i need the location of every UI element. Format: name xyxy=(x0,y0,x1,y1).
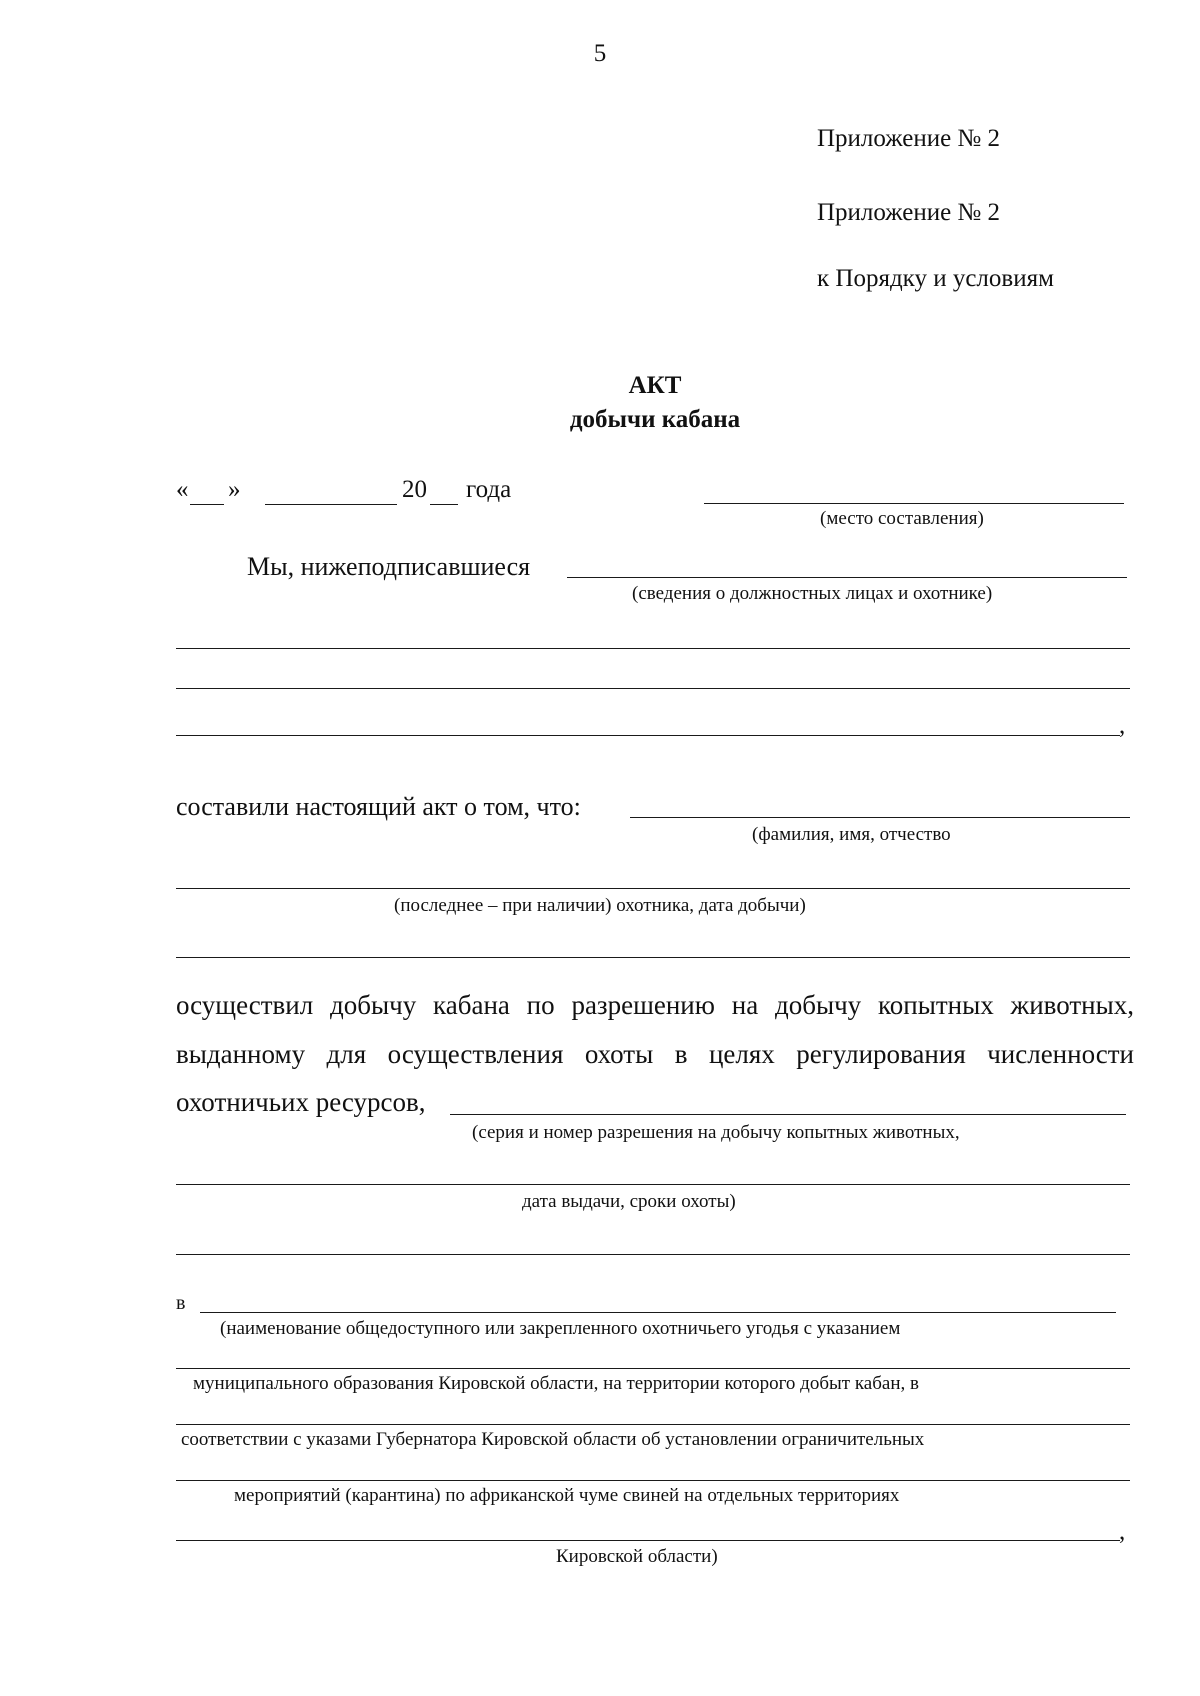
act-subtitle: добычи кабана xyxy=(569,406,741,433)
permit-line-2 xyxy=(176,1254,1130,1255)
permit-caption-1: (серия и номер разрешения на добычу копытных животных, xyxy=(472,1122,960,1143)
location-line-4 xyxy=(176,1540,1120,1541)
paragraph-line-3: охотничьих ресурсов, xyxy=(176,1087,426,1117)
year-suffix: года xyxy=(466,476,512,503)
paragraph-line-1: осуществил добычу кабана по разрешению на добычу копытных животных, xyxy=(176,990,1134,1020)
appendix-line-1: Приложение № 2 xyxy=(817,125,1001,152)
location-line-3 xyxy=(176,1480,1130,1481)
location-caption-4: мероприятий (карантина) по африканской чуме свиней на отдельных территориях xyxy=(234,1485,900,1506)
act-statement-caption-1: (фамилия, имя, отчество xyxy=(752,824,951,845)
signatories-line-1 xyxy=(176,648,1130,649)
location-comma: , xyxy=(1119,1518,1126,1545)
signatories-line-3 xyxy=(176,735,1120,736)
year-prefix: 20 xyxy=(402,476,427,503)
hunter-line-1 xyxy=(176,888,1130,889)
permit-caption-2: дата выдачи, сроки охоты) xyxy=(522,1191,736,1212)
location-caption-5: Кировской области) xyxy=(556,1546,718,1567)
signatories-line-2 xyxy=(176,688,1130,689)
signatories-caption: (сведения о должностных лицах и охотнике) xyxy=(632,583,993,604)
permit-line-1 xyxy=(176,1184,1130,1185)
place-caption: (место составления) xyxy=(820,508,984,529)
signatories-blank xyxy=(567,577,1127,578)
month-blank xyxy=(265,504,397,505)
date-open-quote: « xyxy=(176,476,189,503)
act-statement-blank xyxy=(630,817,1130,818)
act-statement-caption-2: (последнее – при наличии) охотника, дата добычи) xyxy=(394,895,806,916)
appendix-line-2: Приложение № 2 xyxy=(817,199,1001,226)
location-caption-2: муниципального образования Кировской области, на территории которого добыт кабан, в xyxy=(193,1373,919,1394)
location-line-1 xyxy=(176,1368,1130,1369)
day-blank xyxy=(190,504,224,505)
location-caption-3: соответствии с указами Губернатора Кировской области об установлении ограничительных xyxy=(181,1429,925,1450)
location-caption-1: (наименование общедоступного или закрепленного охотничьего угодья с указанием xyxy=(220,1318,901,1339)
paragraph-line-2: выданному для осуществления охоты в целях регулирования численности xyxy=(176,1039,1134,1069)
act-statement-label: составили настоящий акт о том, что: xyxy=(176,792,581,821)
location-prefix: в xyxy=(176,1292,186,1314)
date-close-quote: » xyxy=(228,476,241,503)
location-blank xyxy=(200,1312,1116,1313)
signatories-comma: , xyxy=(1119,712,1126,739)
permit-blank xyxy=(450,1114,1126,1115)
place-blank xyxy=(704,503,1124,504)
appendix-line-3: к Порядку и условиям xyxy=(817,265,1054,292)
hunter-line-2 xyxy=(176,957,1130,958)
year-blank xyxy=(430,504,458,505)
location-line-2 xyxy=(176,1424,1130,1425)
page-number: 5 xyxy=(593,40,607,67)
signatories-label: Мы, нижеподписавшиеся xyxy=(247,552,531,581)
act-title: АКТ xyxy=(628,372,682,399)
